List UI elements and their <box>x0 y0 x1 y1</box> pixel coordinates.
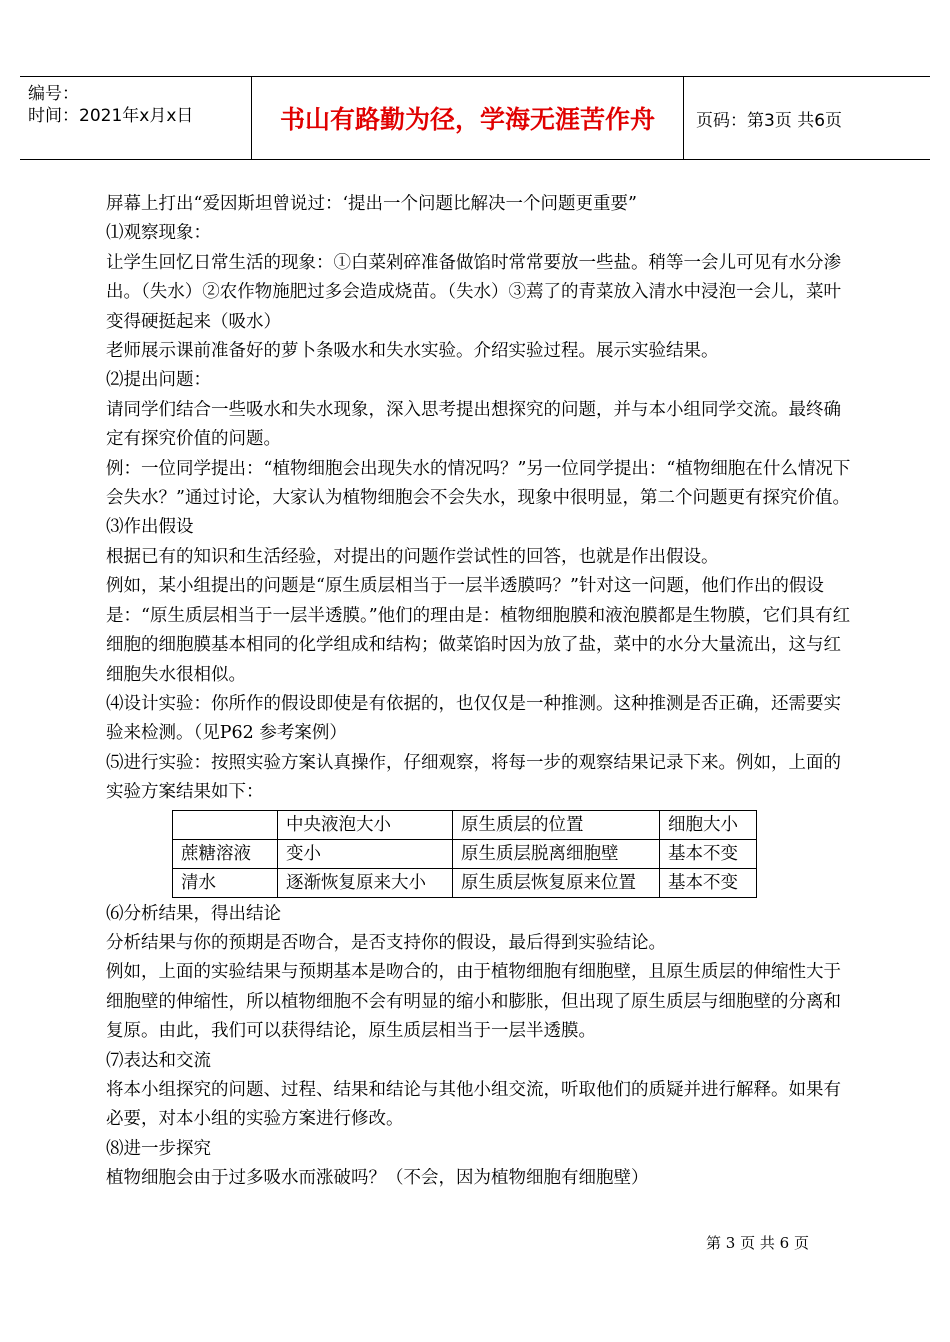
table-cell: 原生质层的位置 <box>453 810 660 839</box>
paragraph: 老师展示课前准备好的萝卜条吸水和失水实验。介绍实验过程。展示实验结果。 <box>106 341 719 362</box>
section-heading: ⑻进一步探究 <box>106 1138 211 1159</box>
paragraph: 植物细胞会由于过多吸水而涨破吗？（不会，因为植物细胞有细胞壁） <box>106 1168 649 1189</box>
paragraph: 例如，某小组提出的问题是“原生质层相当于一层半透膜吗？”针对这一问题，他们作出的假设是：“原生质层相当于一层半透膜。”他们的理由是：植物细胞膜和液泡膜都是生物膜，它们具有红细胞的细胞膜基本相同的化学组成和结构；做菜馅时因为放了盐，菜中的水分大量流出，这与红细胞失水很相似。 <box>106 576 851 685</box>
table-cell: 逐渐恢复原来大小 <box>278 868 453 897</box>
paragraph: 例如，上面的实验结果与预期基本是吻合的，由于植物细胞有细胞壁，且原生质层的伸缩性大于细胞壁的伸缩性，所以植物细胞不会有明显的缩小和膨胀，但出现了原生质层与细胞壁的分离和复原。由此，我们可以获得结论，原生质层相当于一层半透膜。 <box>106 962 841 1042</box>
paragraph: 让学生回忆日常生活的现象：①白菜剁碎准备做馅时常常要放一些盐。稍等一会儿可见有水分渗出。（失水）②农作物施肥过多会造成烧苗。（失水）③蔫了的青菜放入清水中浸泡一会儿，菜叶变得硬挺起来（吸水） <box>106 252 841 332</box>
table-cell: 原生质层脱离细胞壁 <box>453 839 660 868</box>
paragraph: 屏幕上打出“爱因斯坦曾说过：‘提出一个问题比解决一个问题更重要” <box>106 194 637 214</box>
footer-page-number: 第 3 页 共 6 页 <box>706 1234 809 1252</box>
paragraph: 根据已有的知识和生活经验，对提出的问题作尝试性的回答，也就是作出假设。 <box>106 546 719 567</box>
table-cell: 基本不变 <box>660 868 757 897</box>
paragraph: 将本小组探究的问题、过程、结果和结论与其他小组交流，听取他们的质疑并进行解释。如果有必要，对本小组的实验方案进行修改。 <box>106 1079 841 1130</box>
section-heading: ⑴观察现象： <box>106 223 211 244</box>
paragraph: 例：一位同学提出：“植物细胞会出现失水的情况吗？”另一位同学提出：“植物细胞在什么情况下会失水？”通过讨论，大家认为植物细胞会不会失水，现象中很明显，第二个问题更有探究价值。 <box>106 458 851 509</box>
table-cell: 中央液泡大小 <box>278 810 453 839</box>
header-meta-cell <box>20 77 252 159</box>
table-cell: 原生质层恢复原来位置 <box>453 868 660 897</box>
paragraph: 请同学们结合一些吸水和失水现象，深入思考提出想探究的问题，并与本小组同学交流。最终确定有探究价值的问题。 <box>106 399 841 450</box>
paragraph: 分析结果与你的预期是否吻合，是否支持你的假设，最后得到实验结论。 <box>106 932 666 953</box>
document-body <box>106 190 851 1194</box>
results-table <box>172 810 757 898</box>
page-header <box>20 76 930 160</box>
time-label: 时间：2021年x月x日 <box>28 106 194 126</box>
page-footer <box>0 1232 950 1253</box>
table-cell <box>173 810 278 839</box>
section-heading: ⑵提出问题： <box>106 370 211 391</box>
table-cell: 基本不变 <box>660 839 757 868</box>
paragraph: ⑷设计实验：你所作的假设即使是有依据的，也仅仅是一种推测。这种推测是否正确，还需要实验来检测。（见P62 参考案例） <box>106 693 841 744</box>
section-heading: ⑺表达和交流 <box>106 1050 211 1071</box>
number-label: 编号： <box>28 84 79 104</box>
section-heading: ⑹分析结果，得出结论 <box>106 903 281 924</box>
table-cell: 变小 <box>278 839 453 868</box>
section-heading: ⑶作出假设 <box>106 517 194 538</box>
table-row <box>173 839 757 868</box>
table-cell: 细胞大小 <box>660 810 757 839</box>
table-cell: 蔗糖溶液 <box>173 839 278 868</box>
header-page-label: 页码：第3页 共6页 <box>696 110 843 131</box>
table-cell: 清水 <box>173 868 278 897</box>
table-row <box>173 868 757 897</box>
header-motto: 书山有路勤为径，学海无涯苦作舟 <box>252 77 684 159</box>
paragraph: ⑸进行实验：按照实验方案认真操作，仔细观察，将每一步的观察结果记录下来。例如，上面的实验方案结果如下： <box>106 752 841 803</box>
table-header-row <box>173 810 757 839</box>
